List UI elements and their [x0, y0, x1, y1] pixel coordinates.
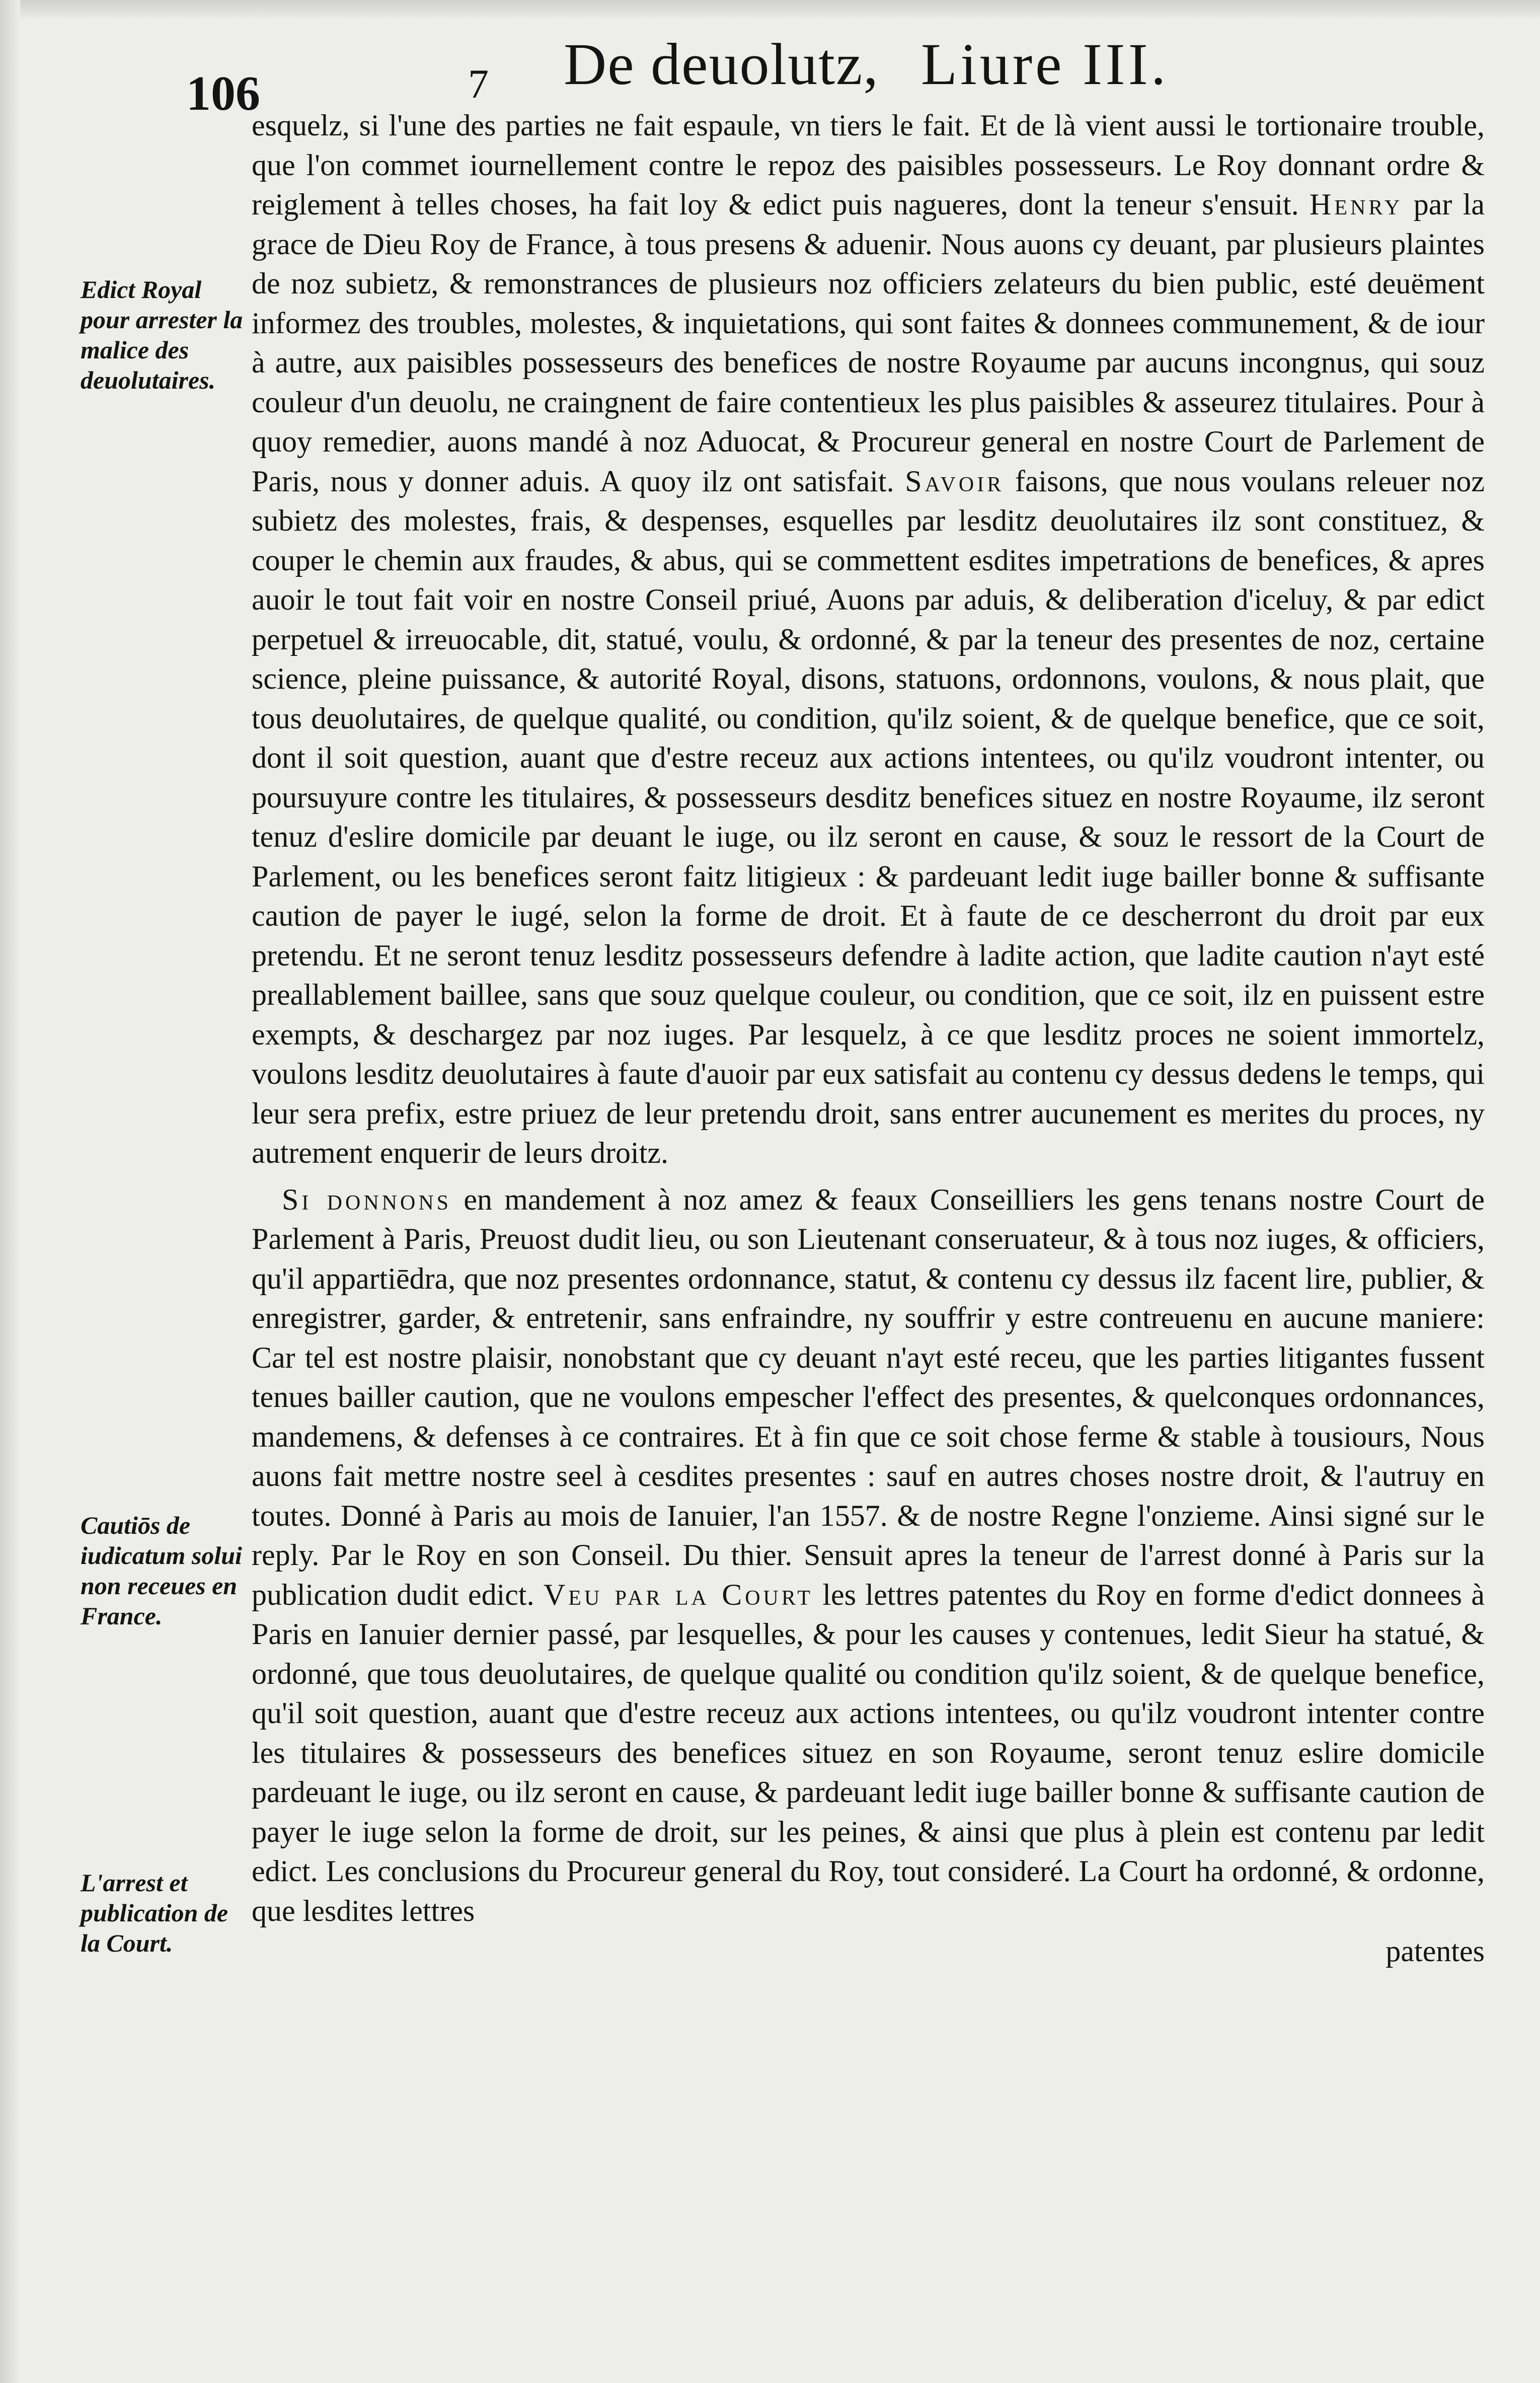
- text-edict-body: faisons, que nous voulans releuer noz subietz des molestes, frais, & despenses, esquelles par lesditz deuolutaires ilz sont constituez, & couper le chemin aux fraudes, & abus, qui se commettent esdites impetrations de benefices, & apres auoir le tout fait voir en nostre Conseil priué, Auons par aduis, & deliberation d'iceluy, & par edict perpetuel & irreuocable, dit, statué, voulu, & ordonné, & par la teneur des presentes de noz, certaine science, pleine puissance, & autorité Royal, disons, statuons, ordonnons, voulons, & nous plait, que tous deuolutaires, de quelque qualité, ou condition, qu'ilz soient, & de quelque benefice, que ce soit, dont il soit question, auant que d'estre receuz aux actions intentees, ou qu'ilz voudront intenter, ou poursuyure contre les titulaires, & possesseurs desditz benefices situez en nostre Royaume, ilz seront tenuz d'eslire domicile par deuant le iuge, ou ilz seront en cause, & souz le ressort de la Court de Parlement, ou les benefices seront faitz litigieux : & pardeuant ledit iuge bailler bonne & suffisante caution de payer le iugé, selon la forme de droit. Et à faute de ce descherront du droit par eux pretendu. Et ne seront tenuz lesditz possesseurs defendre à ladite action, que ladite caution n'ayt esté preallablement baillee, sans que souz quelque couleur, ou condition, que ce soit, ilz en puissent estre exempts, & deschargez par noz iuges. Par lesquelz, à ce que lesditz proces ne soient immortelz, voulons lesditz deuolutaires à faute d'auoir par eux satisfait au contenu cy dessus dedens le temps, qui leur sera prefix, estre priuez de leur pretendu droit, sans entrer aucunement es merites du proces, ny autrement enquerir de leurs droitz.: [252, 464, 1485, 1169]
- text-arrest: les lettres patentes du Roy en forme d'edict donnees à Paris en Ianuier dernier passé, par lesquelles, & pour les causes y contenues, ledit Sieur ha statué, & ordonné, que tous deuolutaires, de quelque qualité ou condition qu'ilz soient, & de quelque benefice, qu'il soit question, auant que d'estre receuz aux actions intentees, ou qu'ilz voudront intenter contre les titulaires & possesseurs des benefices situez en son Royaume, seront tenuz eslire domicile pardeuant le iuge, ou ilz seront en cause, & pardeuant ledit iuge bailler bonne & suffisante caution de payer le iuge selon la forme de droit, sur les peines, & ainsi que plus à plein est contenu par ledit edict. Les conclusions du Procureur general du Roy, tout consideré. La Court ha ordonné, & ordonne, que lesdites lettres: [252, 1578, 1485, 1927]
- text-intro: esquelz, si l'une des parties ne fait espaule, vn tiers le fait. Et de là vient aussi le tortionaire trouble, que l'on commet iournellement contre le repoz des paisibles possesseurs. Le Roy donnant ordre & reiglement à telles choses, ha fait loy & edict puis nagueres, dont la teneur s'ensuit.: [252, 109, 1485, 221]
- veu-par-smallcaps: Veu par la Court: [543, 1578, 814, 1611]
- margin-note-edict: Edict Royal pour arrester la malice des deuolutaires.: [81, 275, 243, 394]
- margin-note-caution: Cautiōs de iudicatum solui non receues en France.: [81, 1511, 242, 1630]
- scan-edge-top: [0, 0, 1540, 20]
- folio-number: 106: [186, 66, 260, 121]
- text-edict-preamble: par la grace de Dieu Roy de France, à tous presens & aduenir. Nous auons cy deuant, par plusieurs plaintes de noz subietz, & remonstrances de plusieurs noz officiers zelateurs du bien public, esté deuëment informez des troubles, molestes, & inquietations, qui sont faites & donnees communement, & de iour à autre, aux paisibles possesseurs des benefices de nostre Royaume par aucuns incongnus, qui souz couleur d'un deuolu, ne craingnent de faire contentieux les plus paisibles & asseurez titulaires. Pour à quoy remedier, auons mandé à noz Aduocat, & Procureur general en nostre Court de Parlement de Paris, nous y donner aduis. A quoy ilz ont satisfait.: [252, 188, 1485, 498]
- book-number: Liure III.: [921, 31, 1169, 97]
- running-title: De deuolutz,: [564, 31, 879, 97]
- si-donnons-smallcaps: Si donnons: [282, 1182, 452, 1216]
- text-mandate: en mandement à noz amez & feaux Conseilliers les gens tenans nostre Court de Parlement à Paris, Preuost dudit lieu, ou son Lieutenant conseruateur, & à tous noz iuges, & officiers, qu'il appartiēdra, que noz presentes ordonnance, statut, & contenu cy dessus ilz facent lire, publier, & enregistrer, garder, & entretenir, sans enfraindre, ny souffrir y estre contreuenu en aucune maniere: Car tel est nostre plaisir, nonobstant que cy deuant n'ayt esté receu, que les parties litigantes fussent tenues bailler caution, que ne voulons empescher l'effect des presentes, & quelconques ordonnances, mandemens, & defenses à ce contraires. Et à fin que ce soit chose ferme & stable à tousiours, Nous auons fait mettre nostre seel à cesdites presentes : sauf en autres choses nostre droit, & l'autruy en toutes. Donné à Paris au mois de Ianuier, l'an 1557. & de nostre Regne l'onzieme. Ainsi signé sur le reply. Par le Roy en son Conseil. Du thier. Sensuit apres la teneur de l'arrest donné à Paris sur la publication dudit edict.: [252, 1182, 1485, 1611]
- catchword: patentes: [1385, 1934, 1485, 1968]
- scan-edge-left: [0, 0, 20, 2383]
- savoir-smallcaps: Savoir: [905, 464, 1005, 498]
- margin-note-arrest: L'arrest et publication de la Court.: [81, 1869, 228, 1957]
- signature-mark: 7: [468, 61, 489, 107]
- paragraph-edict: [252, 106, 1485, 1173]
- paragraph-mandate: [252, 1180, 1485, 1931]
- henry-smallcaps: Henry: [1310, 188, 1403, 221]
- main-text-block: [252, 106, 1485, 1971]
